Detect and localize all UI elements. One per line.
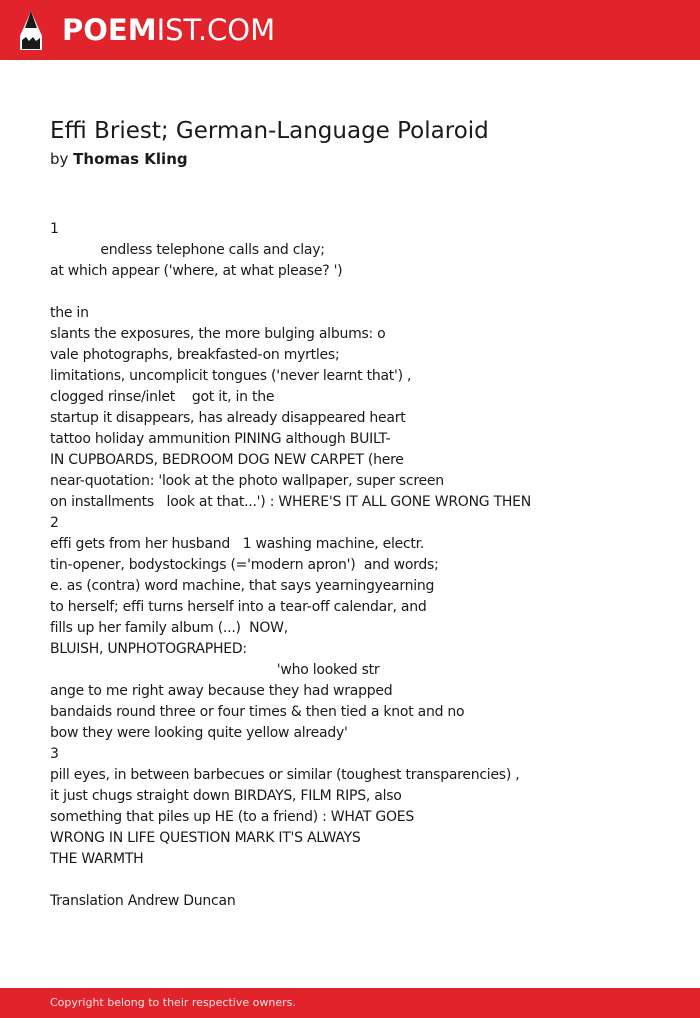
logo-light-text: IST.COM xyxy=(156,13,276,47)
poem-line: ange to me right away because they had wrapped xyxy=(50,683,393,699)
poem-line: vale photographs, breakfasted-on myrtles; xyxy=(50,347,340,363)
poem-line xyxy=(50,282,650,303)
pen-nib-icon[interactable] xyxy=(18,10,44,52)
poem-line: effi gets from her husband 1 washing machine, electr. xyxy=(50,536,425,552)
site-logo[interactable] xyxy=(62,12,275,48)
poem-line: on installments look at that...') : WHERE'S IT ALL GONE WRONG THEN xyxy=(50,494,531,510)
site-header xyxy=(0,0,700,60)
poem-line: Translation Andrew Duncan xyxy=(50,893,236,909)
poem-line: near-quotation: 'look at the photo wallpaper, super screen xyxy=(50,473,444,489)
copyright-text: Copyright belong to their respective owners. xyxy=(50,996,296,1009)
poem-line: BLUISH, UNPHOTOGRAPHED: xyxy=(50,641,247,657)
byline-prefix: by xyxy=(50,150,74,168)
poem-line: at which appear ('where, at what please? ') xyxy=(50,263,343,279)
poem-byline xyxy=(50,148,188,170)
poem-line: 2 xyxy=(50,515,59,531)
poem-line: slants the exposures, the more bulging albums: o xyxy=(50,326,386,342)
logo-bold-text: POEM xyxy=(62,13,157,47)
poem-line: 'who looked str xyxy=(50,662,380,678)
poem-line: 1 xyxy=(50,221,59,237)
poem-line: IN CUPBOARDS, BEDROOM DOG NEW CARPET (here xyxy=(50,452,404,468)
poem-line: THE WARMTH xyxy=(50,851,144,867)
poem-line: something that piles up HE (to a friend) : WHAT GOES xyxy=(50,809,414,825)
poem-line: WRONG IN LIFE QUESTION MARK IT'S ALWAYS xyxy=(50,830,361,846)
poem-line: clogged rinse/inlet got it, in the xyxy=(50,389,275,405)
poem-line: tattoo holiday ammunition PINING although BUILT- xyxy=(50,431,391,447)
poem-line: tin-opener, bodystockings (='modern apron') and words; xyxy=(50,557,439,573)
poem-line: bow they were looking quite yellow already' xyxy=(50,725,348,741)
poem-line: 3 xyxy=(50,746,59,762)
poem-line xyxy=(50,870,650,891)
poem-line: it just chugs straight down BIRDAYS, FILM RIPS, also xyxy=(50,788,402,804)
poem-line: to herself; effi turns herself into a tear-off calendar, and xyxy=(50,599,427,615)
poem-line: pill eyes, in between barbecues or similar (toughest transparencies) , xyxy=(50,767,520,783)
poem-line: limitations, uncomplicit tongues ('never learnt that') , xyxy=(50,368,412,384)
poem-title: Effi Briest; German-Language Polaroid xyxy=(50,118,489,144)
poem-line: endless telephone calls and clay; xyxy=(50,242,325,258)
poem-line: fills up her family album (...) NOW, xyxy=(50,620,288,636)
site-footer xyxy=(0,988,700,1018)
poem-author: Thomas Kling xyxy=(73,150,188,168)
poem-line: the in xyxy=(50,305,89,321)
poem-line: bandaids round three or four times & then tied a knot and no xyxy=(50,704,465,720)
poem-line: startup it disappears, has already disappeared heart xyxy=(50,410,406,426)
poem-body xyxy=(50,219,650,912)
poem-line: e. as (contra) word machine, that says yearningyearning xyxy=(50,578,435,594)
